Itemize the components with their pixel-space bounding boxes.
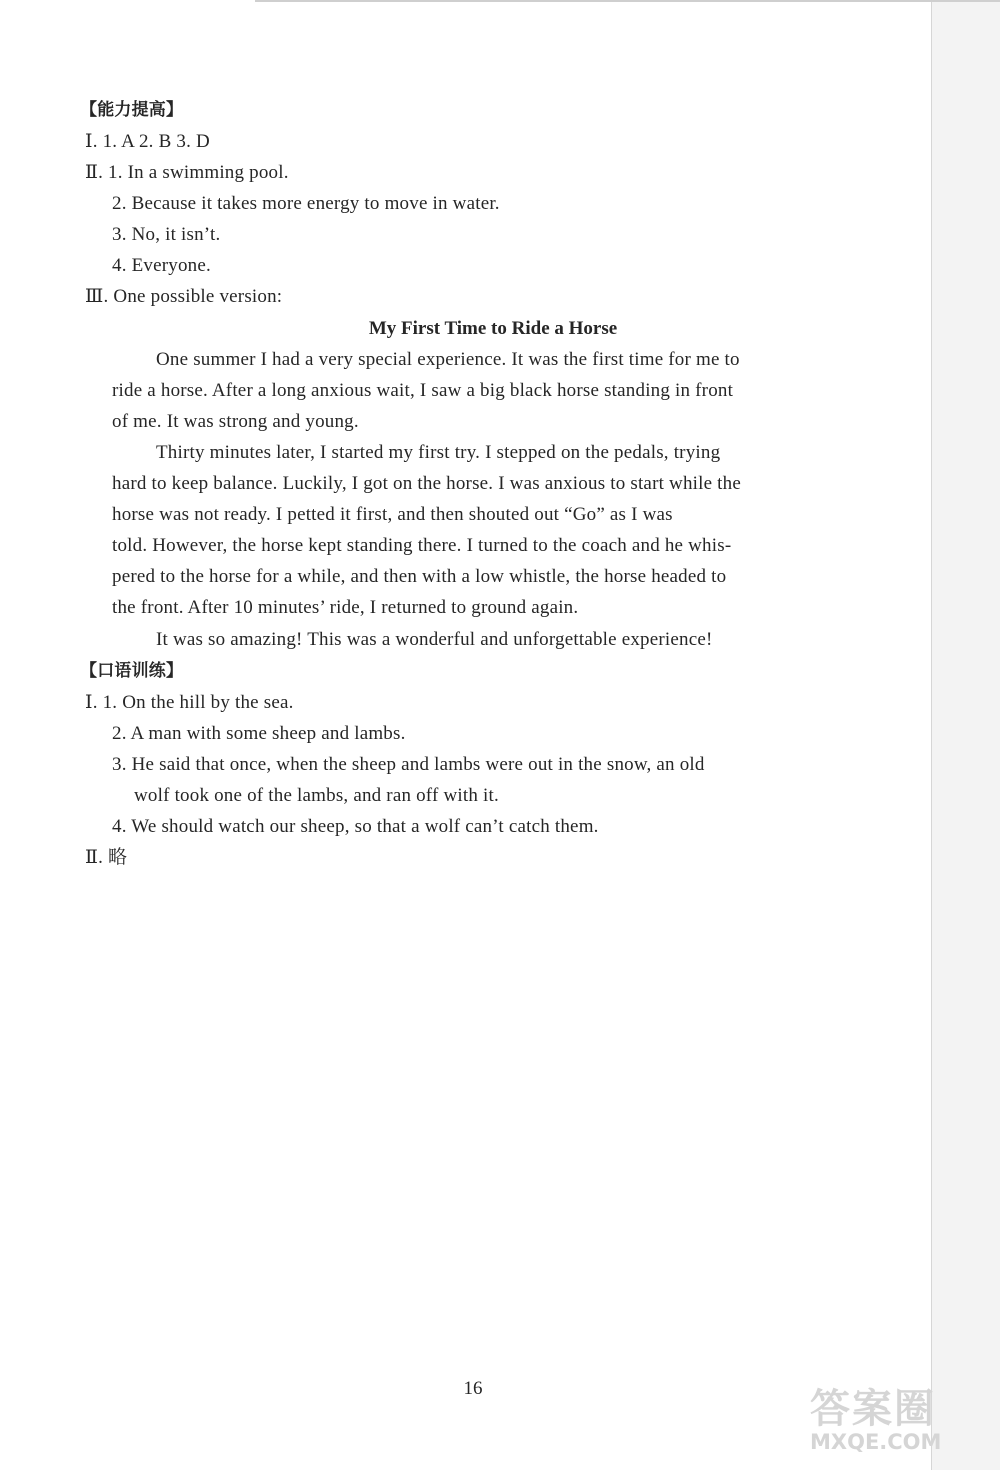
essay-line: the front. After 10 minutes’ ride, I returned to ground again.	[112, 597, 579, 618]
answer-part-3-intro: Ⅲ. One possible version:	[85, 286, 283, 307]
essay-line: It was so amazing! This was a wonderful and unforgettable experience!	[156, 629, 713, 650]
section-heading-ability: 【能力提高】	[80, 100, 184, 120]
answer-part-2-q4: 4. Everyone.	[112, 255, 211, 276]
speaking-part-2: Ⅱ. 略	[85, 847, 128, 868]
watermark-main: 答案圈	[810, 1386, 936, 1432]
essay-line: Thirty minutes later, I started my first try. I stepped on the pedals, trying	[156, 442, 721, 463]
essay-line: of me. It was strong and young.	[112, 411, 359, 432]
speaking-part-1-q4: 4. We should watch our sheep, so that a wolf can’t catch them.	[112, 816, 599, 837]
page-number: 16	[463, 1378, 483, 1399]
answer-part-2-q2: 2. Because it takes more energy to move in water.	[112, 193, 500, 214]
essay-line: told. However, the horse kept standing there. I turned to the coach and he whis-	[112, 535, 732, 556]
essay-line: horse was not ready. I petted it first, and then shouted out “Go” as I was	[112, 504, 673, 525]
speaking-part-1-q3-cont: wolf took one of the lambs, and ran off with it.	[134, 785, 499, 806]
answer-part-2-q1: Ⅱ. 1. In a swimming pool.	[85, 162, 289, 183]
speaking-part-1-q3: 3. He said that once, when the sheep and lambs were out in the snow, an old	[112, 754, 705, 775]
answer-part-1: Ⅰ. 1. A 2. B 3. D	[85, 131, 210, 152]
watermark-sub: MXQE.COM	[810, 1430, 942, 1454]
watermark-logo	[810, 1377, 980, 1462]
answer-part-2-q3: 3. No, it isn’t.	[112, 224, 221, 245]
essay-title: My First Time to Ride a Horse	[368, 318, 618, 339]
essay-line: One summer I had a very special experience. It was the first time for me to	[156, 349, 740, 370]
section-heading-speaking: 【口语训练】	[80, 661, 184, 681]
essay-line: pered to the horse for a while, and then with a low whistle, the horse headed to	[112, 566, 727, 587]
essay-line: ride a horse. After a long anxious wait, I saw a big black horse standing in front	[112, 380, 734, 401]
essay-line: hard to keep balance. Luckily, I got on the horse. I was anxious to start while the	[112, 473, 741, 494]
speaking-part-1-q1: Ⅰ. 1. On the hill by the sea.	[85, 692, 294, 713]
speaking-part-1-q2: 2. A man with some sheep and lambs.	[112, 723, 406, 744]
